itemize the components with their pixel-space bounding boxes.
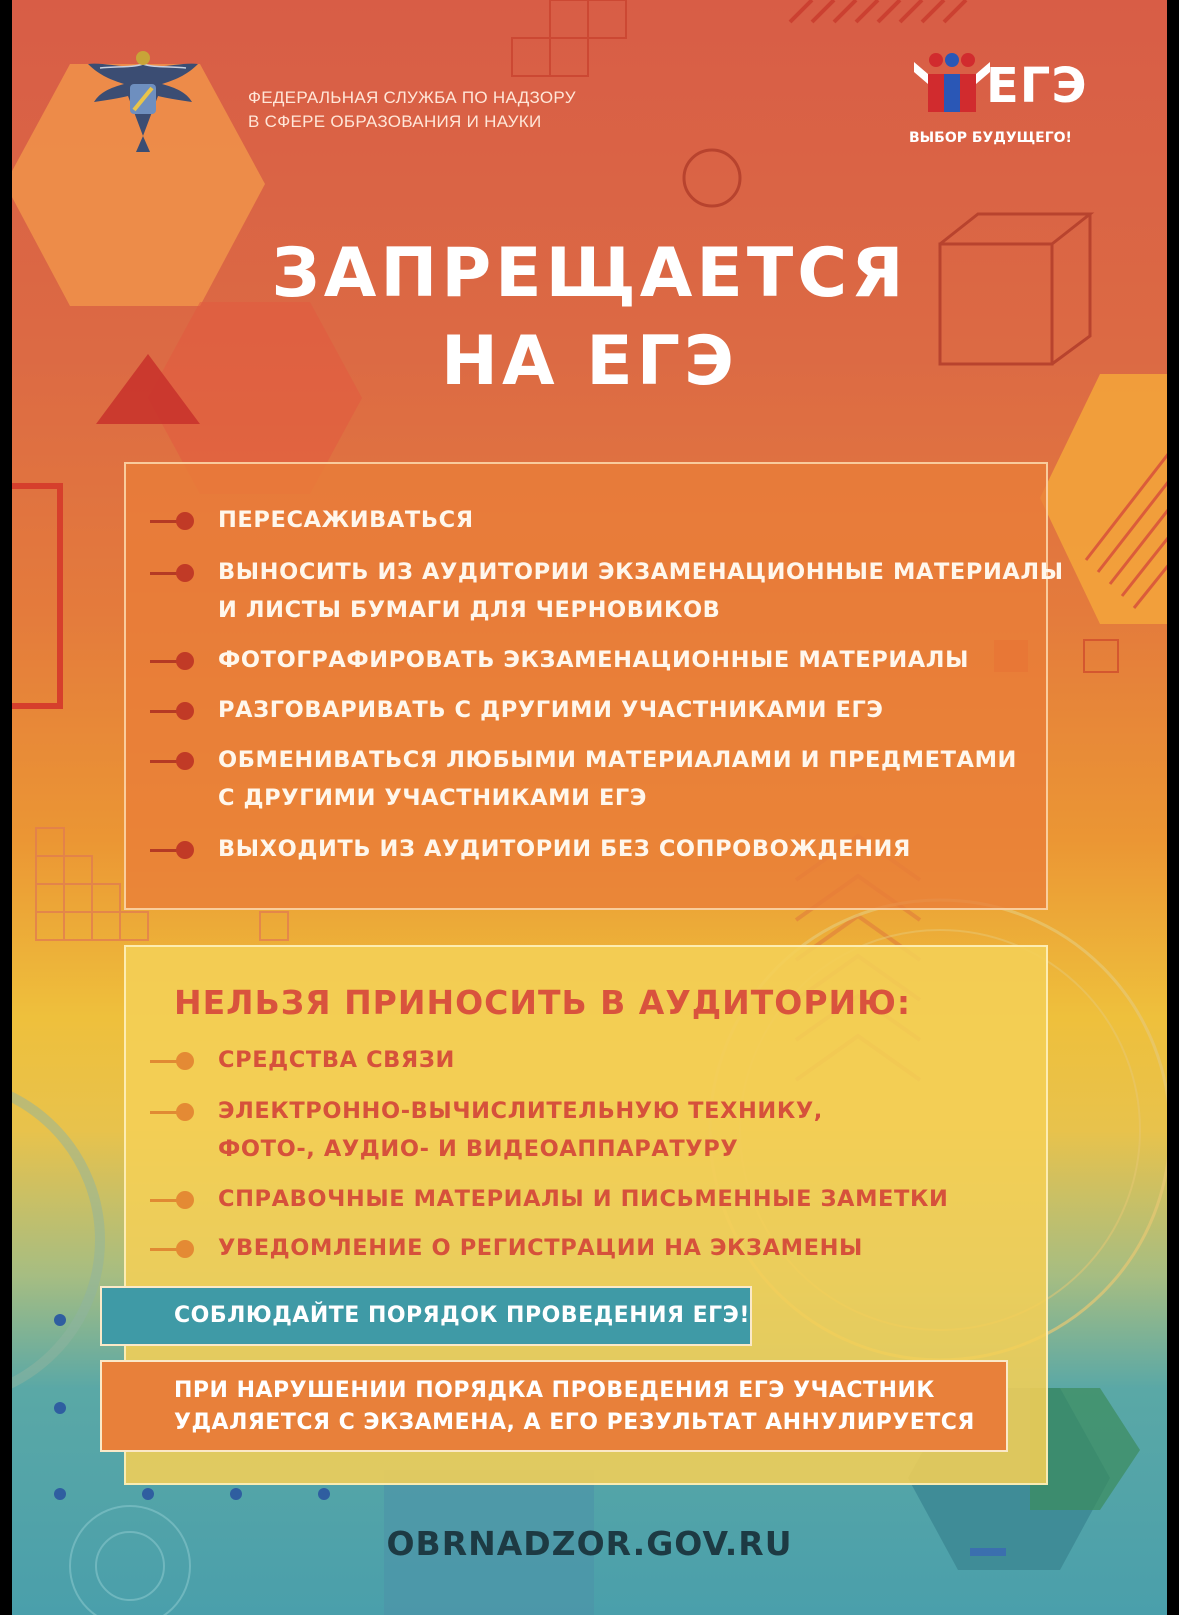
list-item-line: ОБМЕНИВАТЬСЯ ЛЮБЫМИ МАТЕРИАЛАМИ И ПРЕДМЕТАМИ	[218, 747, 1017, 773]
list-item-text	[218, 741, 1017, 817]
website-url: OBRNADZOR.GOV.RU	[386, 1524, 793, 1563]
list-item-line: ЭЛЕКТРОННО-ВЫЧИСЛИТЕЛЬНУЮ ТЕХНИКУ,	[218, 1098, 823, 1124]
bullet-pin-icon	[150, 511, 198, 531]
prohibited-actions-box	[124, 462, 1064, 910]
bullet-pin-icon	[150, 840, 198, 860]
bullet-pin-icon	[150, 651, 198, 671]
list-item-text: СРЕДСТВА СВЯЗИ	[218, 1047, 455, 1073]
bullet-pin-icon	[150, 1190, 198, 1210]
list-item-text: УВЕДОМЛЕНИЕ О РЕГИСТРАЦИИ НА ЭКЗАМЕНЫ	[218, 1235, 863, 1261]
list-item-text	[218, 1092, 823, 1168]
violation-warning-line1: ПРИ НАРУШЕНИИ ПОРЯДКА ПРОВЕДЕНИЯ ЕГЭ УЧАСТНИК	[174, 1378, 935, 1403]
list-item-line: ФОТО-, АУДИО- И ВИДЕОАППАРАТУРУ	[218, 1136, 739, 1162]
bullet-pin-icon	[150, 701, 198, 721]
list-item-text: ВЫХОДИТЬ ИЗ АУДИТОРИИ БЕЗ СОПРОВОЖДЕНИЯ	[218, 836, 911, 862]
organization-name	[248, 86, 576, 134]
list-item-line: И ЛИСТЫ БУМАГИ ДЛЯ ЧЕРНОВИКОВ	[218, 597, 721, 623]
list-item-text: ПЕРЕСАЖИВАТЬСЯ	[218, 507, 474, 533]
rosobrnadzor-emblem-icon	[86, 44, 200, 154]
list-item-text: ФОТОГРАФИРОВАТЬ ЭКЗАМЕНАЦИОННЫЕ МАТЕРИАЛЫ	[218, 647, 969, 673]
page-title	[0, 230, 1179, 406]
bullet-pin-icon	[150, 1051, 198, 1071]
ege-logo-slogan: ВЫБОР БУДУЩЕГО!	[909, 130, 1072, 146]
follow-rules-notice: СОБЛЮДАЙТЕ ПОРЯДОК ПРОВЕДЕНИЯ ЕГЭ!	[100, 1286, 752, 1346]
bullet-pin-icon	[150, 1102, 198, 1122]
page-title-line2: НА ЕГЭ	[441, 322, 738, 401]
list-item-text	[218, 553, 1064, 629]
list-item-text: РАЗГОВАРИВАТЬ С ДРУГИМИ УЧАСТНИКАМИ ЕГЭ	[218, 697, 884, 723]
list-item-line: С ДРУГИМИ УЧАСТНИКАМИ ЕГЭ	[218, 785, 647, 811]
screen-edge-left	[0, 0, 12, 1615]
ege-logo-text: ЕГЭ	[986, 58, 1088, 114]
organization-name-line1: ФЕДЕРАЛЬНАЯ СЛУЖБА ПО НАДЗОРУ	[248, 88, 576, 107]
page-title-line1: ЗАПРЕЩАЕТСЯ	[271, 234, 908, 313]
screen-edge-right	[1167, 0, 1179, 1615]
violation-warning	[100, 1360, 1008, 1452]
bullet-pin-icon	[150, 1239, 198, 1259]
list-item-text: СПРАВОЧНЫЕ МАТЕРИАЛЫ И ПИСЬМЕННЫЕ ЗАМЕТКИ	[218, 1186, 949, 1212]
not-allowed-heading: НЕЛЬЗЯ ПРИНОСИТЬ В АУДИТОРИЮ:	[174, 983, 912, 1022]
organization-name-line2: В СФЕРЕ ОБРАЗОВАНИЯ И НАУКИ	[248, 112, 542, 131]
violation-warning-line2: УДАЛЯЕТСЯ С ЭКЗАМЕНА, А ЕГО РЕЗУЛЬТАТ АННУЛИРУЕТСЯ	[174, 1410, 975, 1435]
list-item-line: ВЫНОСИТЬ ИЗ АУДИТОРИИ ЭКЗАМЕНАЦИОННЫЕ МАТЕРИАЛЫ	[218, 559, 1064, 585]
bullet-pin-icon	[150, 563, 198, 583]
bullet-pin-icon	[150, 751, 198, 771]
